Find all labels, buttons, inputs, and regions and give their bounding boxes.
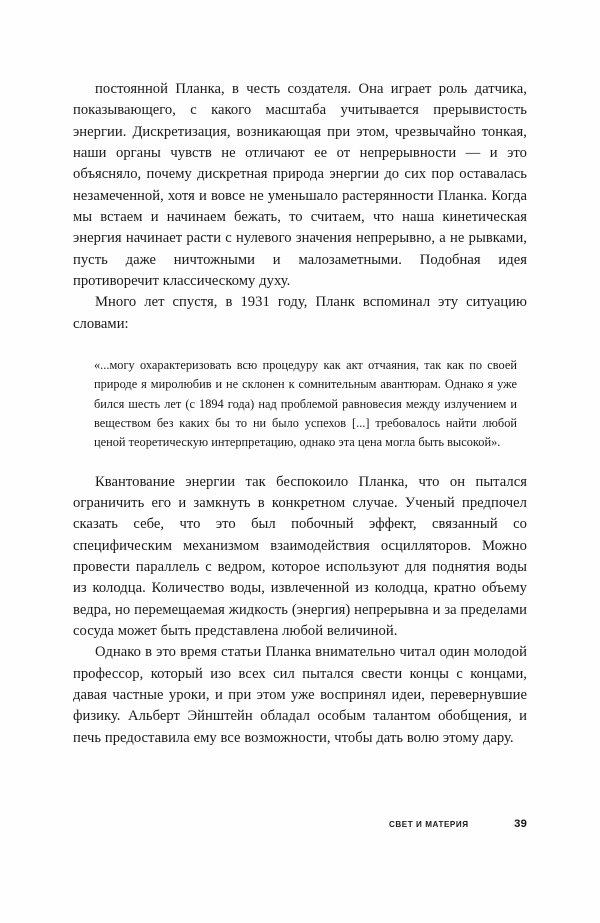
blockquote-text: «...могу охарактеризовать всю процедуру как акт отчаяния, так как по своей природе я миролюбив и не склонен к сомнительным авантюрам. Однако я уже бился шесть лет (с 1894 года) над проблемой равновесия между излучением и веществом без каких бы то ни было успехов [...] требовалось найти любой ценой теоретическую интерпретацию, однако эта цена могла быть высокой». — [94, 358, 517, 450]
blockquote-planck-1931 — [73, 356, 527, 452]
paragraph-quantization: Квантование энергии так беспокоило Планка, что он пытался ограничить его и замкнуть в конкретном случае. Ученый предпочел сказать себе, что это был побочный эффект, связанный со специфическим механизмом взаимодействия осцилляторов. Можно провести параллель с ведром, которое используют для поднятия воды из колодца. Количество воды, извлеченной из колодца, кратно объему ведра, но перемещаемая жидкость (энергия) непрерывна и за пределами сосуда может быть представлена любой величиной. — [73, 473, 527, 640]
footer-inner — [73, 818, 527, 836]
paragraph-einstein: Однако в это время статьи Планка внимательно читал один молодой профессор, который изо всех сил пытался свести концы с концами, давая частные уроки, и при этом уже воспринял идеи, перевернувшие физику. Альберт Эйнштейн обладал особым талантом обобщения, и печь предоставила ему все возможности, чтобы дать волю этому дару. — [73, 644, 527, 746]
paragraph-planck-constant: постоянной Планка, в честь создателя. Она играет роль датчика, показывающего, с какого масштаба учитывается прерывистость энергии. Дискретизация, возникающая при этом, чрезвычайно тонкая, наши органы чувств не отличают ее от непрерывности — и это объясняло, почему дискретная природа энергии до сих пор оставалась незамеченной, хотя и вовсе не уменьшало растерянности Планка. Когда мы встаем и начинаем бежать, то считаем, что наша кинетическая энергия начинает расти с нулевого значения непрерывно, а не рывками, пусть даже ничтожными и малозаметными. Подобная идея противоречит классическому духу. — [73, 81, 527, 290]
page-number: 39 — [514, 818, 527, 830]
text-column — [73, 79, 527, 749]
running-head: СВЕТ И МАТЕРИЯ — [389, 820, 469, 829]
paragraph-many-years-later: Много лет спустя, в 1931 году, Планк вспоминал эту ситуацию словами: — [73, 294, 527, 332]
page-footer — [73, 818, 540, 836]
